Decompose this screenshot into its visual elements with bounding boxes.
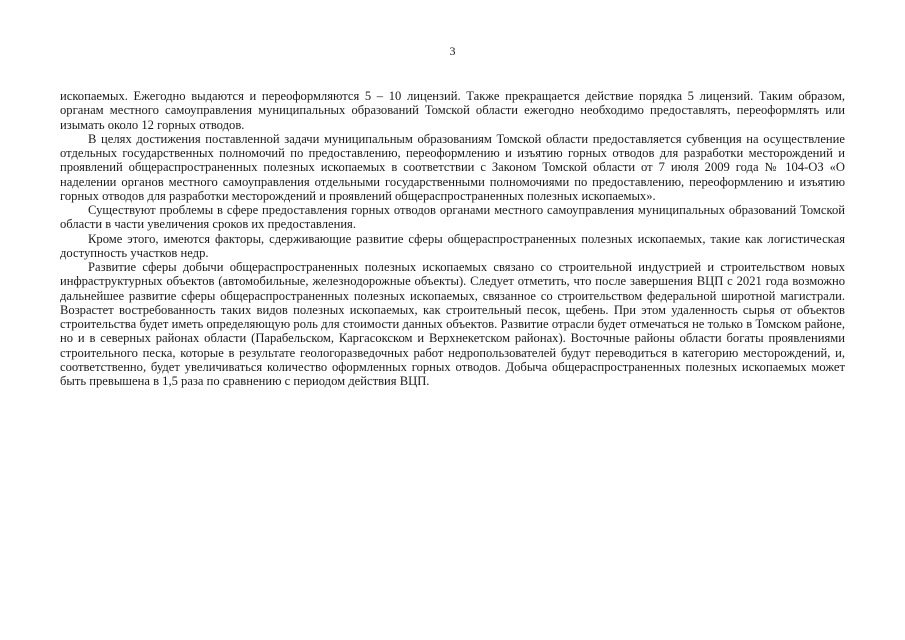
paragraph-continuation: ископаемых. Ежегодно выдаются и переоформляются 5 – 10 лицензий. Также прекращается действие порядка 5 лицензий. Таким образом, органам местного самоуправления муниципальных образований Томской области ежегодно необходимо предоставлять, переоформлять или изымать около 12 горных отводов. xyxy=(60,89,845,132)
paragraph-subvention: В целях достижения поставленной задачи муниципальным образованиям Томской области предоставляется субвенция на осуществление отдельных государственных полномочий по предоставлению, переоформлению и изъятию горных отводов для разработки месторождений и проявлений общераспространенных полезных ископаемых в соответствии с Законом Томской области от 7 июля 2009 года № 104-ОЗ «О наделении органов местного самоуправления отдельными государственными полномочиями по предоставлению, переоформлению и изъятию горных отводов для разработки месторождений и проявлений общераспространенных полезных ископаемых». xyxy=(60,131,845,203)
page-number: 3 xyxy=(449,44,456,58)
document-body xyxy=(60,89,845,388)
paragraph-development: Развитие сферы добычи общераспространенных полезных ископаемых связано со строительной индустрией и строительством новых инфраструктурных объектов (автомобильные, железнодорожные объекты). Следует отметить, что после завершения ВЦП с 2021 года возможно дальнейшее развитие сферы общераспространенных полезных ископаемых, связанное со строительством федеральной широтной магистрали. Возрастет востребованность таких видов полезных ископаемых, как строительный песок, щебень. При этом удаленность сырья от объектов строительства будет иметь определяющую роль для стоимости данных объектов. Развитие отрасли будет отмечаться не только в Томском районе, но и в северных районах области (Парабельском, Каргасокском и Верхнекетском районах). Восточные районы области богаты проявлениями строительного песка, которые в результате геологоразведочных работ недропользователей будут переводиться в категорию месторождений, и, соответственно, будет увеличиваться количество оформленных горных отводов. Добыча общераспространенных полезных ископаемых может быть превышена в 1,5 раза по сравнению с периодом действия ВЦП. xyxy=(60,260,845,388)
paragraph-problems: Существуют проблемы в сфере предоставления горных отводов органами местного самоуправления муниципальных образований Томской области в части увеличения сроков их предоставления. xyxy=(60,203,845,232)
paragraph-factors: Кроме этого, имеются факторы, сдерживающие развитие сферы общераспространенных полезных ископаемых, такие как логистическая доступность участков недр. xyxy=(60,231,845,260)
